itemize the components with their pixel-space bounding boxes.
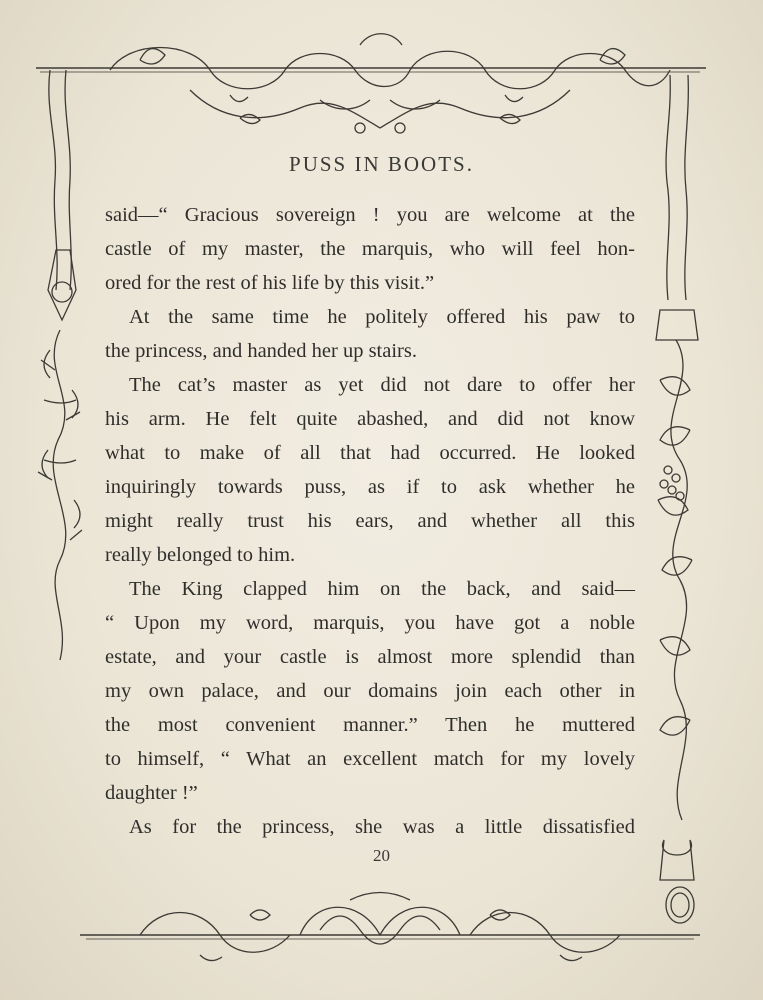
text-line: might really trust his ears, and whether all this xyxy=(105,510,635,532)
text-line: his arm. He felt quite abashed, and did not know xyxy=(105,408,635,430)
text-line: the most convenient manner.” Then he muttered xyxy=(105,714,635,736)
text-line: daughter !” xyxy=(105,782,198,804)
text-line: ored for the rest of his life by this visit.” xyxy=(105,272,435,294)
text-line: “ Upon my word, marquis, you have got a noble xyxy=(105,612,635,634)
text-line: As for the princess, she was a little dissatisfied xyxy=(129,816,635,838)
text-line: The cat’s master as yet did not dare to offer her xyxy=(129,374,635,396)
text-line: to himself, “ What an excellent match for my lovely xyxy=(105,748,635,770)
text-line: the princess, and handed her up stairs. xyxy=(105,340,417,362)
page-title: PUSS IN BOOTS. xyxy=(289,152,474,176)
text-line: At the same time he politely offered his paw to xyxy=(129,306,635,328)
text-line: what to make of all that had occurred. He looked xyxy=(105,442,635,464)
body-text xyxy=(105,198,635,844)
text-line: really belonged to him. xyxy=(105,544,296,566)
text-line: inquiringly towards puss, as if to ask whether he xyxy=(105,476,635,498)
text-line: castle of my master, the marquis, who will feel hon- xyxy=(105,238,635,260)
text-line: said—“ Gracious sovereign ! you are welcome at the xyxy=(105,204,635,226)
text-line: my own palace, and our domains join each other in xyxy=(105,680,635,702)
page-number: 20 xyxy=(373,846,390,865)
text-line: The King clapped him on the back, and said— xyxy=(129,578,635,600)
text-line: estate, and your castle is almost more splendid than xyxy=(105,646,635,668)
